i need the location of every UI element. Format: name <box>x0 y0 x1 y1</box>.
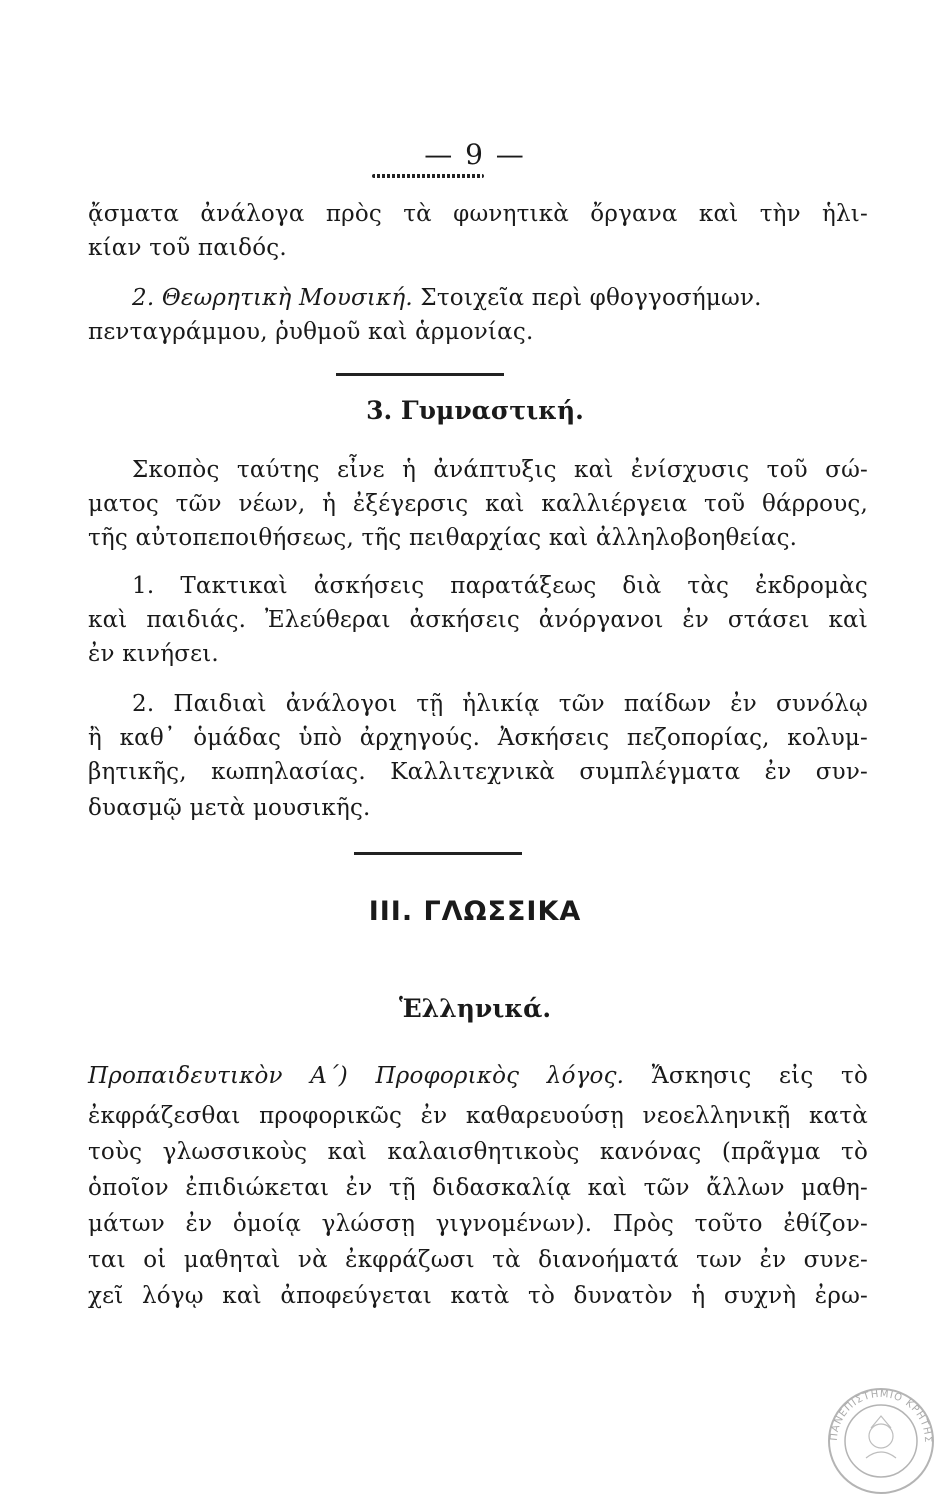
text-line: τῆς αὐτοπεποιθήσεως, τῆς πειθαρχίας καὶ ἀλληλοβοηθείας. <box>88 525 798 551</box>
chapter-heading: ΙΙΙ. ΓΛΩΣΣΙΚΑ <box>368 896 582 927</box>
text-line <box>88 1060 868 1092</box>
text-line: ἐν κινήσει. <box>88 641 219 667</box>
text-line: Σκοπὸς ταύτης εἶνε ἡ ἀνάπτυξις καὶ ἐνίσχυσις τοῦ σώ- <box>132 457 868 483</box>
section-divider <box>336 373 504 376</box>
subsection-label: 2. Θεωρητικὴ Μουσική. <box>132 285 413 311</box>
text-line: ἢ καθ᾽ ὁμάδας ὑπὸ ἀρχηγούς. Ἀσκήσεις πεζοπορίας, κολυμ- <box>88 725 868 751</box>
text-line: χεῖ λόγῳ καὶ ἀποφεύγεται κατὰ τὸ δυνατὸν ἡ συχνὴ ἐρω- <box>88 1283 868 1309</box>
section-divider <box>354 852 522 855</box>
page-number: — 9 — <box>424 138 526 171</box>
text-line: ται οἱ μαθηταὶ νὰ ἐκφράζωσι τὰ διανοήματά των ἐν συνε- <box>88 1247 868 1273</box>
text-line: 1. Τακτικαὶ ἀσκήσεις παρατάξεως διὰ τὰς ἐκδρομὰς <box>132 573 868 599</box>
subsection-text: Στοιχεῖα περὶ φθογγοσήμων. <box>420 285 762 311</box>
text-line: τοὺς γλωσσικοὺς καὶ καλαισθητικοὺς κανόνας (πρᾶγμα τὸ <box>88 1139 868 1165</box>
text-line: ᾄσματα ἀνάλογα πρὸς τὰ φωνητικὰ ὄργανα καὶ τὴν ἡλι- <box>88 201 868 227</box>
subsection-text: Ἄσκησις εἰς τὸ <box>651 1063 868 1089</box>
page-number-ornament <box>372 174 484 178</box>
text-line: ὁποῖον ἐπιδιώκεται ἐν τῇ διδασκαλίᾳ καὶ τῶν ἄλλων μαθη- <box>88 1175 868 1201</box>
text-line: ἐκφράζεσθαι προφορικῶς ἐν καθαρευούσῃ νεοελληνικῇ κατὰ <box>88 1103 868 1129</box>
subject-heading: Ἑλληνικά. <box>398 994 552 1023</box>
subsection-label: Προπαιδευτικὸν Α΄) Προφορικὸς λόγος. <box>88 1063 625 1089</box>
text-line: βητικῆς, κωπηλασίας. Καλλιτεχνικὰ συμπλέγματα ἐν συν- <box>88 759 868 785</box>
text-line: μάτων ἐν ὁμοίᾳ γλώσσῃ γιγνομένων). Πρὸς τοῦτο ἐθίζον- <box>88 1211 868 1237</box>
text-line: πενταγράμμου, ῥυθμοῦ καὶ ἁρμονίας. <box>88 319 534 345</box>
text-line: 2. Παιδιαὶ ἀνάλογοι τῇ ἡλικίᾳ τῶν παίδων ἐν συνόλῳ <box>132 691 868 717</box>
seal-text: ΠΑΝΕΠΙΣΤΗΜΙΟ ΚΡΗΤΗΣ <box>828 1388 934 1444</box>
text-line: κίαν τοῦ παιδός. <box>88 235 287 261</box>
text-line: ματος τῶν νέων, ἡ ἐξέγερσις καὶ καλλιέργεια τοῦ θάρρους, <box>88 491 868 517</box>
section-heading: 3. Γυμναστική. <box>366 396 584 425</box>
text-line <box>132 282 868 314</box>
text-line: δυασμῷ μετὰ μουσικῆς. <box>88 795 371 821</box>
text-line: καὶ παιδιάς. Ἐλεύθεραι ἀσκήσεις ἀνόργανοι ἐν στάσει καὶ <box>88 607 868 633</box>
library-seal-stamp <box>826 1386 936 1496</box>
